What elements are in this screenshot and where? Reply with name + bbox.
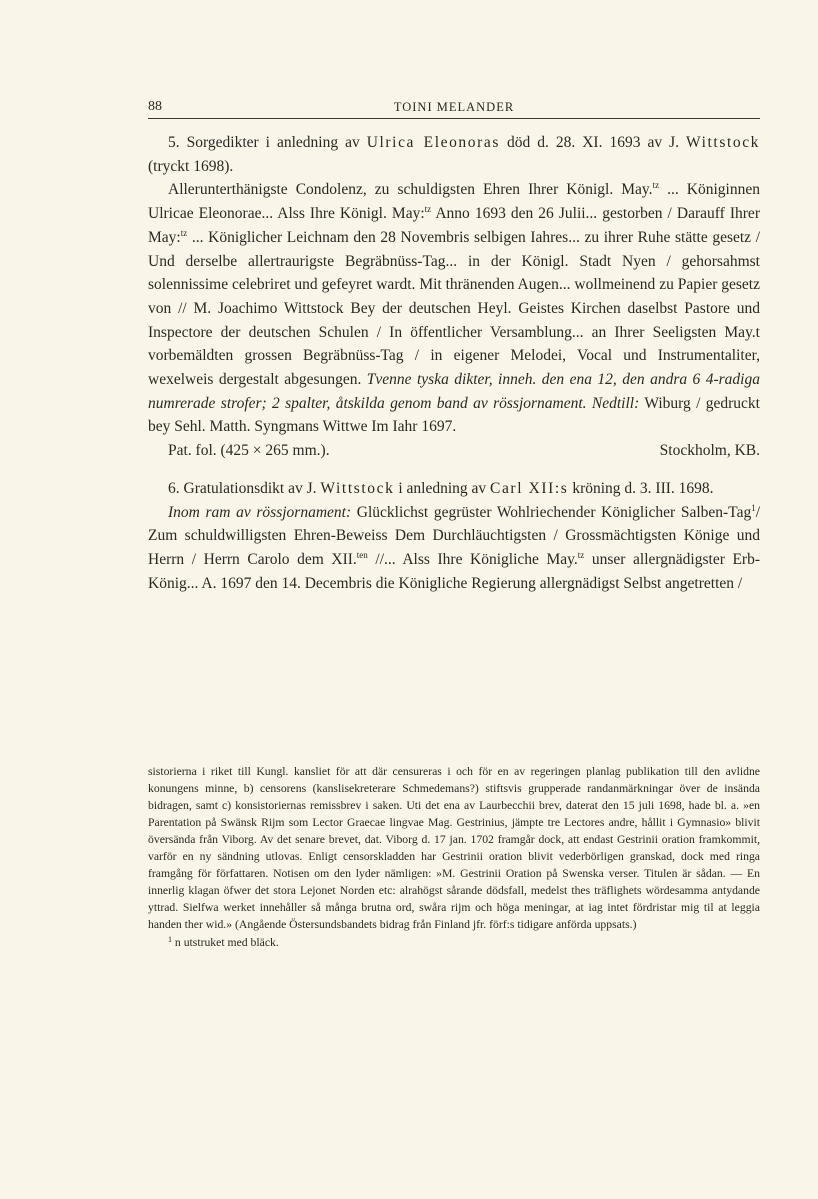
location: Stockholm, KB. (659, 442, 760, 460)
format: Pat. fol. (425 × 265 mm.). (168, 442, 330, 460)
footnote-1: $^1$ n utstruket med bläck. (168, 935, 279, 950)
spaced-name: Carl XII:s (490, 479, 569, 497)
running-header (148, 99, 760, 119)
footnotes (148, 763, 760, 952)
superscript: ten (356, 549, 368, 560)
spaced-author: Wittstock (685, 134, 761, 151)
spaced-name: Ulrica Eleonoras (366, 134, 500, 151)
entry-number: 6. (168, 479, 180, 497)
header-rule (148, 118, 760, 119)
italic-description: Inom ram av rössjornament: (168, 503, 352, 521)
page-number: 88 (148, 99, 162, 114)
superscript: tz (577, 549, 585, 560)
entry-6-title: 6. Gratulationsdikt av J. Wittstock i anledning av Carl XII:s kröning d. 3. III. 1698. (168, 479, 714, 497)
footnote-ref: 1 (751, 502, 756, 513)
entry-6-description: Inom ram av rössjornament: Glücklichst gegrüster Wohlriechender Königlicher Salben-Tag$^1$/ Zum schuldwilligsten Ehren-Beweiss Dem Durchläuchtigsten / Grossmächtigsten Könige und Herrn / Herrn Carolo dem XII.$^{ten}$ //... Alss Ihre Königliche May.$^{tz}$ unser allergnädigster Erb-König... A. 1697 den 14. Decembris die Königliche Regierung allergnädigst Selbst angetretten / (148, 502, 761, 592)
main-text (148, 131, 760, 595)
entry-5-source (148, 439, 760, 463)
superscript: tz (652, 180, 660, 191)
spaced-author: Wittstock (320, 479, 395, 497)
entry-5-title: 5. Sorgedikter i anledning av Ulrica Eleonoras död d. 28. XI. 1693 av J. Wittstock (tryckt 1698). (148, 134, 761, 175)
footnote-continuation: sistorierna i riket till Kungl. kansliet för att där censureras i och för en av regeringen planlag publikation till den avlidne konungens minne, b) censorens (kanslisekreterare Schmedemans?) stiftsvis grupperade randanmärkningar över de insända bidragen, samt c) konsistoriernas remissbrev i saken. Uti det ena av Laurbecchii brev, daterat den 15 juli 1698, hade bl. a. »en Parentation på Swänsk Rijm som Lector Graecae lingvae Mag. Gestrinius, jämpte tre Lectores andre, hållit i Gymnasio» blivit översända från Viborg. Av det senare brevet, dat. Viborg d. 17 jan. 1702 framgår dock, att endast Gestrinii oration framkommit, varför en ny sändning utlovas. Enligt censorskladden har Gestrinii oration blivit vederbörligen granskad, dock med ringa framgång för författaren. Notisen om den lyder nämligen: »M. Gestrinii Oration på Swenska verser. Titulen är sådan. — En innerlig klagan öfwer det stora Lejonet Norden etc: alrahögst sårande dödsfall, medelst thes träflighets wördesamma antydande yttrad. Sielfwa werket innehåller så många brutna ord, swåra rijm och höga meningar, at iag intet fördristar mig til at leggia handen ther wid.» (Angående Östersundsbandets bidrag från Finland jfr. förf:s tidigare anförda uppsats.) (148, 765, 760, 932)
entry-number: 5. (168, 134, 180, 151)
superscript: tz (180, 227, 188, 238)
entry-5-description: Allerunterthänigste Condolenz, zu schuldigsten Ehren Ihrer Königl. May.$^{tz}$ ... Königinnen Ulricae Eleonorae... Alss Ihre Königl. May:$^{tz}$ Anno 1693 den 26 Julii... gestorben / Darauff Ihrer May:$^{tz}$ ... Königlicher Leichnam den 28 Novembris selbigen Iahres... zu ihrer Ruhe stätte gesetz / Und derselbe allertraurigste Begräbnüss-Tag... in der Königl. Stadt Nyen / gehorsahmst solennissime celebriret und gefeyret wardt. Mit thränenden Augen... wollmeinend zu Papier gesetz von // M. Joachimo Wittstock Bey der deutschen Heyl. Geistes Kirchen daselbst Pastore und Inspectore der deutschen Schulen / In öffentlicher Versamblung... an Ihrer Seeligsten May.t vorbemäldten grossen Begräbnüss-Tag / in eigener Melodei, Vocal und Instrumentaliter, wexelweis dergestalt abgesungen. Tvenne tyska dikter, inneh. den ena 12, den andra 6 4-radiga numrerade strofer; 2 spalter, åtskilda genom band av rössjornament. Nedtill: Wiburg / gedruckt bey Sehl. Matth. Syngmans Wittwe Im Iahr 1697. (148, 180, 760, 436)
running-title: TOINI MELANDER (393, 100, 515, 114)
italic-description: Tvenne tyska dikter, inneh. den ena 12, den andra 6 4-radiga numrerade strofer; 2 spalter, åtskilda genom band av rössjornament. Nedtill: (148, 371, 760, 412)
superscript: tz (424, 204, 432, 215)
footnote-marker: 1 (168, 935, 172, 945)
